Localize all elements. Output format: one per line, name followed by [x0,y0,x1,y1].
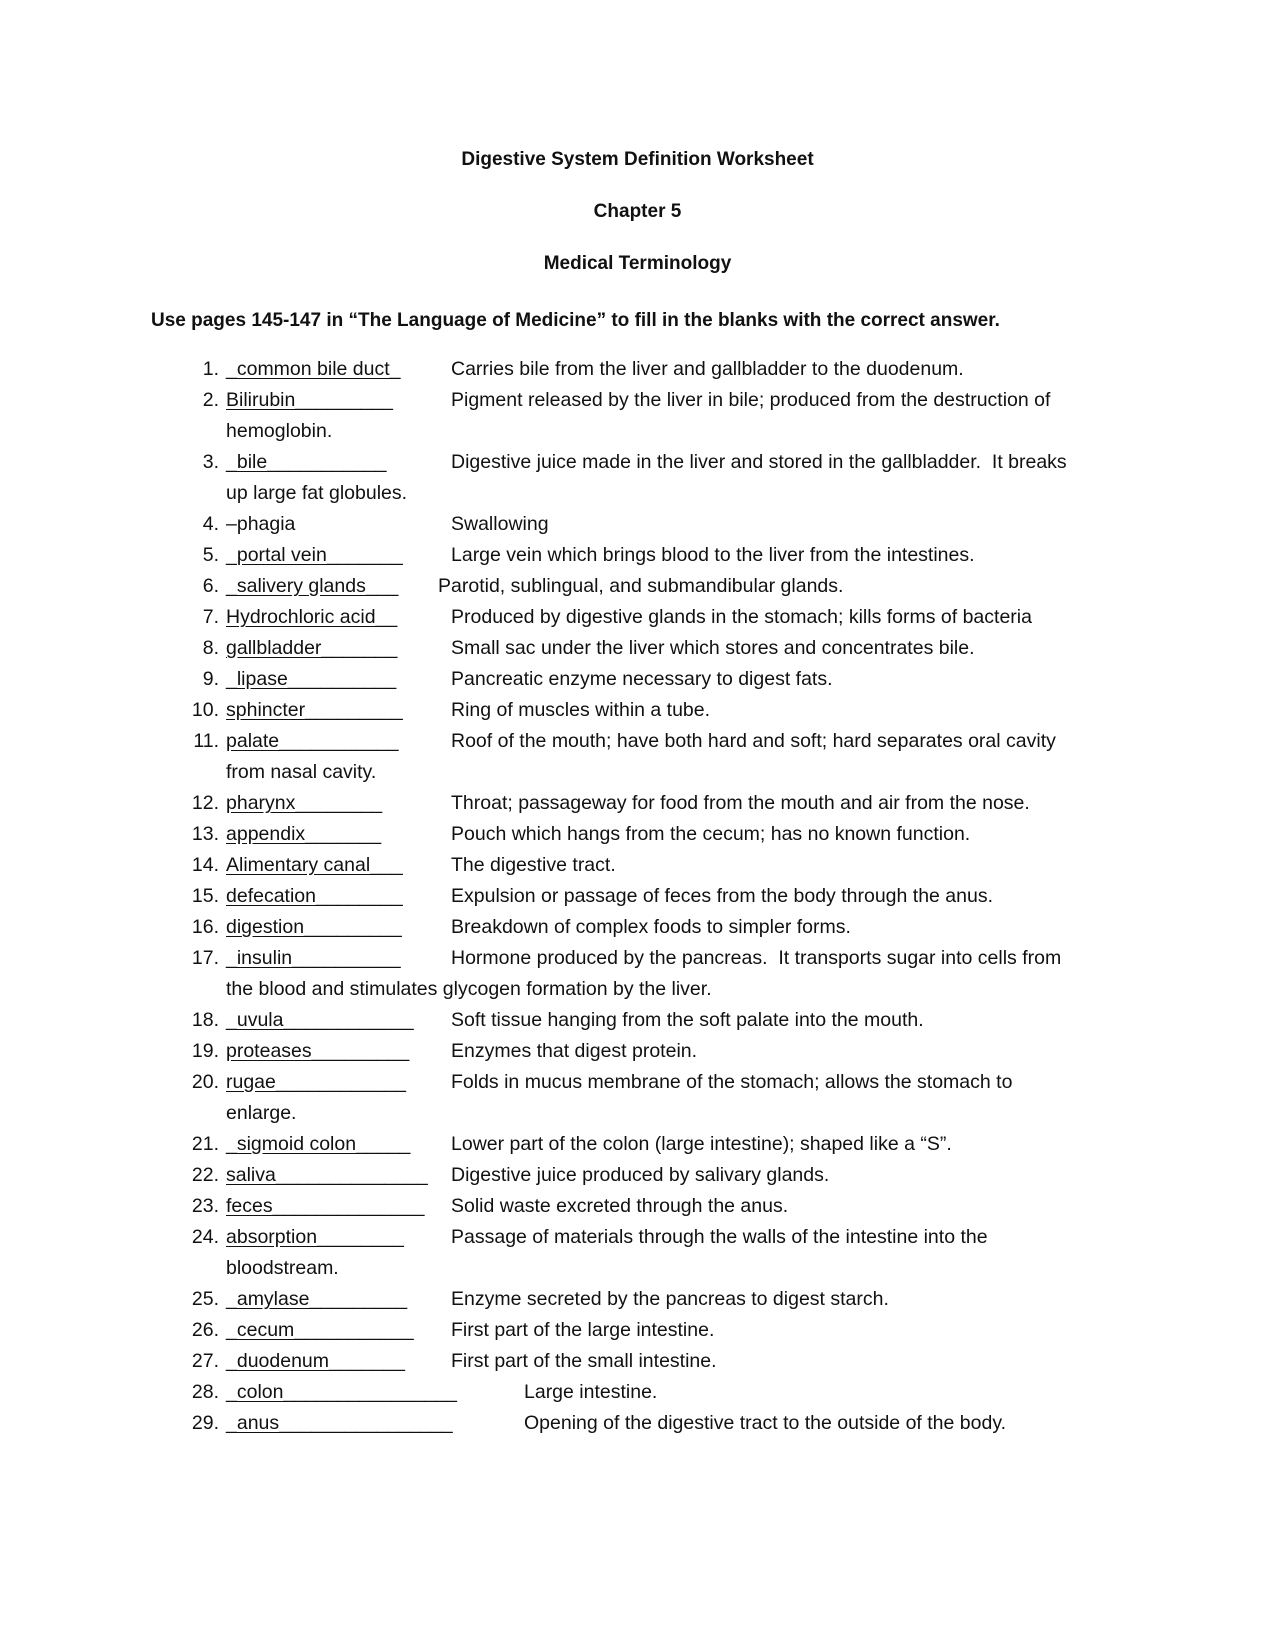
answer-blank: _sigmoid colon_____ [226,1133,411,1155]
definition-continuation: hemoglobin. [226,420,333,442]
item-number: 13. [191,823,219,845]
list-item [0,605,1275,635]
item-number: 24. [191,1226,219,1248]
answer-blank: Alimentary canal___ [226,854,403,876]
item-definition: Solid waste excreted through the anus. [451,1195,789,1217]
list-item [0,1132,1275,1162]
answer-blank: _colon________________ [226,1381,457,1403]
list-item [0,574,1275,604]
item-number: 7. [202,606,219,628]
item-number: 20. [191,1071,219,1093]
answer-blank: rugae____________ [226,1071,407,1093]
answer-blank: Bilirubin_________ [226,389,393,411]
item-definition: Produced by digestive glands in the stomach; kills forms of bacteria [451,606,1032,628]
answer-blank: _bile___________ [226,451,387,473]
list-item [0,357,1275,387]
item-definition: First part of the large intestine. [451,1319,715,1341]
item-number: 2. [202,389,219,411]
answer-blank: Hydrochloric acid__ [226,606,398,628]
definition-continuation: enlarge. [226,1102,297,1124]
list-item [0,512,1275,542]
list-item [0,1287,1275,1317]
item-number: 15. [191,885,219,907]
item-number: 10. [191,699,219,721]
item-number: 8. [202,637,219,659]
chapter-heading: Chapter 5 [593,201,682,222]
answer-blank: _portal vein_______ [226,544,403,566]
list-item [0,1008,1275,1038]
list-item [0,1225,1275,1255]
item-number: 14. [191,854,219,876]
list-item [0,1070,1275,1100]
item-definition: Passage of materials through the walls of the intestine into the [451,1226,988,1248]
list-item [0,450,1275,480]
item-definition: First part of the small intestine. [451,1350,717,1372]
answer-blank: _uvula____________ [226,1009,414,1031]
answer-blank: _cecum___________ [226,1319,414,1341]
item-number: 19. [191,1040,219,1062]
answer-blank: defecation________ [226,885,403,907]
item-definition: The digestive tract. [451,854,616,876]
answer-blank: _anus________________ [226,1412,453,1434]
item-definition: Pancreatic enzyme necessary to digest fats. [451,668,833,690]
list-item [0,884,1275,914]
list-item [0,388,1275,418]
item-definition: Parotid, sublingual, and submandibular glands. [438,575,844,597]
list-item [0,853,1275,883]
item-definition: Opening of the digestive tract to the outside of the body. [524,1412,1007,1434]
list-item [0,1349,1275,1379]
item-definition: Swallowing [451,513,549,535]
definition-continuation: up large fat globules. [226,482,408,504]
subject-heading: Medical Terminology [543,253,732,274]
definition-continuation: from nasal cavity. [226,761,377,783]
item-definition: Small sac under the liver which stores and concentrates bile. [451,637,975,659]
item-number: 25. [191,1288,219,1310]
list-item [0,1039,1275,1069]
definition-continuation: the blood and stimulates glycogen formation by the liver. [226,978,712,1000]
item-number: 9. [202,668,219,690]
instructions: Use pages 145-147 in “The Language of Medicine” to fill in the blanks with the correct answer. [151,310,1000,331]
answer-blank: palate___________ [226,730,399,752]
item-definition: Enzymes that digest protein. [451,1040,698,1062]
item-definition: Ring of muscles within a tube. [451,699,711,721]
answer-blank: gallbladder_______ [226,637,398,659]
answer-blank: feces______________ [226,1195,425,1217]
item-definition: Digestive juice produced by salivary glands. [451,1164,830,1186]
answer-blank: _salivery glands___ [226,575,399,597]
answer-blank: digestion_________ [226,916,402,938]
definition-continuation: bloodstream. [226,1257,339,1279]
item-number: 4. [202,513,219,535]
item-number: 12. [191,792,219,814]
item-number: 1. [202,358,219,380]
item-definition: Digestive juice made in the liver and stored in the gallbladder. It breaks [451,451,1067,473]
worksheet-title: Digestive System Definition Worksheet [461,149,814,170]
item-number: 23. [191,1195,219,1217]
item-number: 28. [191,1381,219,1403]
item-number: 5. [202,544,219,566]
item-definition: Throat; passageway for food from the mouth and air from the nose. [451,792,1030,814]
item-number: 6. [202,575,219,597]
list-item [0,1194,1275,1224]
list-item [0,698,1275,728]
list-item [0,667,1275,697]
list-item [0,1380,1275,1410]
item-number: 27. [191,1350,219,1372]
answer-blank: sphincter_________ [226,699,403,721]
answer-blank: saliva______________ [226,1164,428,1186]
item-number: 21. [191,1133,219,1155]
item-number: 3. [202,451,219,473]
list-item [0,636,1275,666]
item-definition: Enzyme secreted by the pancreas to digest starch. [451,1288,889,1310]
item-number: 29. [191,1412,219,1434]
list-item [0,1411,1275,1441]
item-definition: Hormone produced by the pancreas. It transports sugar into cells from [451,947,1062,969]
item-definition: Soft tissue hanging from the soft palate into the mouth. [451,1009,924,1031]
item-number: 26. [191,1319,219,1341]
answer-blank: _common bile duct_ [226,358,401,380]
answer-blank: absorption________ [226,1226,404,1248]
item-number: 11. [193,730,219,752]
item-number: 16. [191,916,219,938]
item-definition: Breakdown of complex foods to simpler forms. [451,916,851,938]
item-number: 17. [191,947,219,969]
list-item [0,543,1275,573]
answer-blank: proteases_________ [226,1040,410,1062]
item-definition: Roof of the mouth; have both hard and soft; hard separates oral cavity [451,730,1056,752]
answer-blank: pharynx________ [226,792,383,814]
list-item [0,946,1275,976]
item-definition: Large intestine. [524,1381,658,1403]
answer-blank: _lipase__________ [226,668,397,690]
answer-blank: appendix_______ [226,823,382,845]
item-definition: Carries bile from the liver and gallbladder to the duodenum. [451,358,964,380]
answer-blank: _insulin__________ [226,947,401,969]
item-definition: Folds in mucus membrane of the stomach; allows the stomach to [451,1071,1013,1093]
item-definition: Large vein which brings blood to the liver from the intestines. [451,544,975,566]
answer-blank: _amylase_________ [226,1288,408,1310]
list-item [0,915,1275,945]
answer-blank: –phagia [226,513,296,535]
item-number: 18. [191,1009,219,1031]
item-number: 22. [191,1164,219,1186]
item-definition: Lower part of the colon (large intestine); shaped like a “S”. [451,1133,952,1155]
answer-blank: _duodenum_______ [226,1350,405,1372]
list-item [0,822,1275,852]
list-item [0,1163,1275,1193]
item-definition: Pouch which hangs from the cecum; has no known function. [451,823,971,845]
list-item [0,791,1275,821]
list-item [0,1318,1275,1348]
list-item [0,729,1275,759]
item-definition: Pigment released by the liver in bile; produced from the destruction of [451,389,1051,411]
item-definition: Expulsion or passage of feces from the body through the anus. [451,885,994,907]
